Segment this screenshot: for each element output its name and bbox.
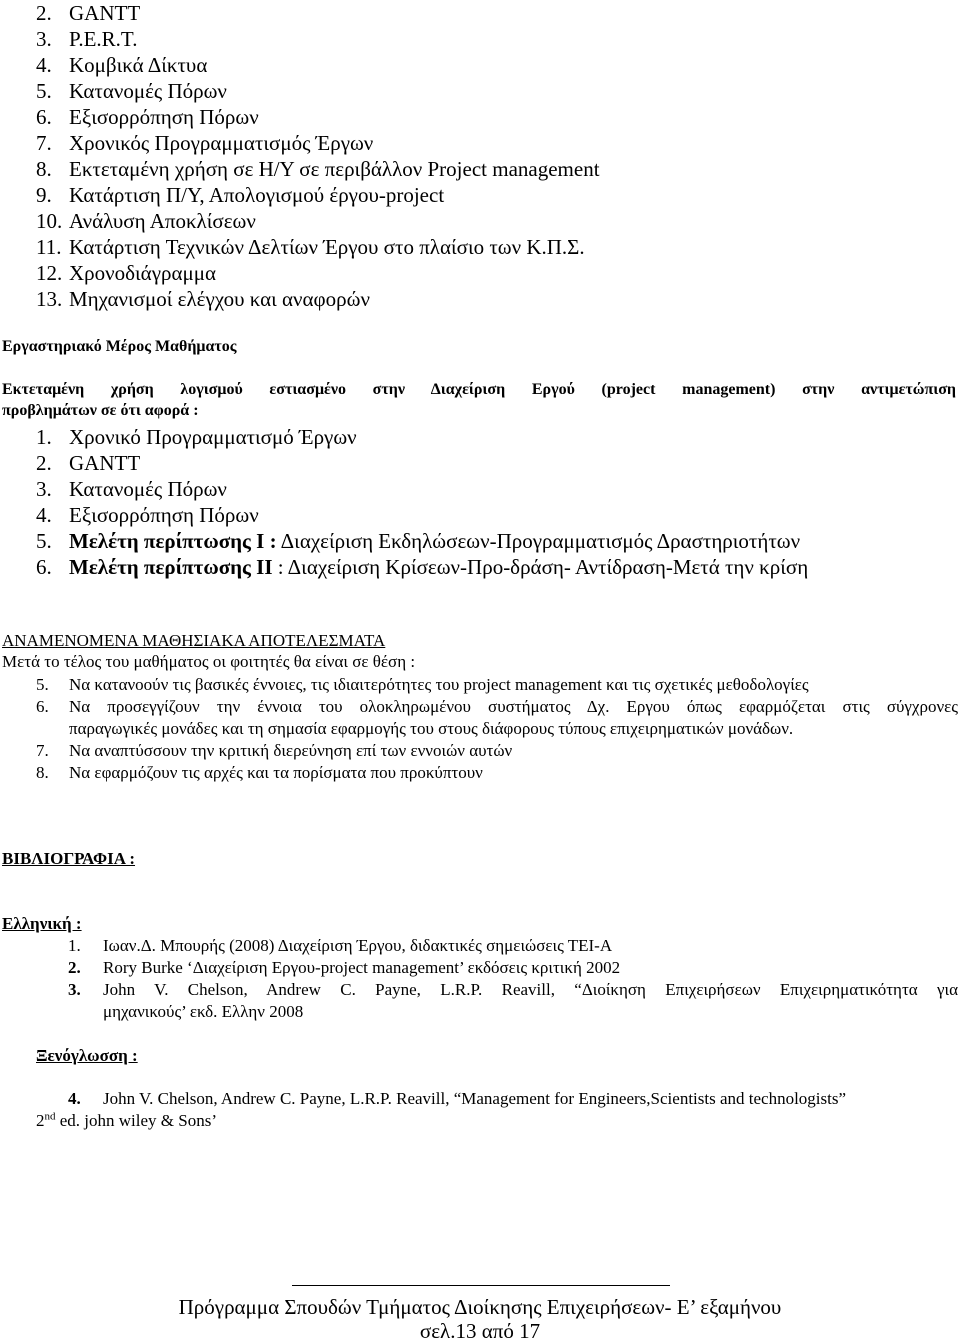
list-item-text: Να κατανοούν τις βασικές έννοιες, τις ιδιαιτερότητες του project management και τις σχετικές μεθοδολογίες: [69, 675, 809, 694]
list-item-text: Κατανομές Πόρων: [69, 477, 227, 501]
bibliography-heading: ΒΙΒΛΙΟΓΡΑΦΙΑ :: [2, 849, 136, 868]
list-item-number: 8.: [36, 157, 52, 181]
list-item-text: John V. Chelson, Andrew C. Payne, L.R.P. Reavill, “Management for Engineers,Scientists and technologists”: [103, 1089, 847, 1108]
list-item-text: Εξισορρόπηση Πόρων: [69, 105, 259, 129]
list-item-text: John V. Chelson, Andrew C. Payne, L.R.P. Reavill, “Διοίκηση Επιχειρήσεων Επιχειρηματικότητα για: [103, 980, 958, 999]
list-item-number: 3.: [68, 980, 81, 999]
case-study-1-text: Διαχείριση Εκδηλώσεων-Προγραμματισμός Δραστηριοτήτων: [276, 529, 801, 553]
outcomes-intro: Μετά το τέλος του μαθήματος οι φοιτητές θα είναι σε θέση :: [2, 652, 416, 671]
list-item-number: 11.: [36, 235, 62, 259]
list-item-text: Μηχανισμοί ελέγχου και αναφορών: [69, 287, 370, 311]
list-item-number: 4.: [36, 53, 52, 77]
course-topics-list: [0, 0, 960, 320]
list-item-number: 3.: [36, 477, 52, 501]
lab-items-list: [0, 424, 960, 584]
case-study-2-text: : Διαχείριση Κρίσεων-Προ-δράση- Αντίδραση-Μετά την κρίση: [272, 555, 809, 579]
lab-intro-line2: προβλημάτων σε ότι αφορά :: [2, 402, 199, 419]
list-item-number: 12.: [36, 261, 63, 285]
footer-divider: [292, 1285, 670, 1286]
list-item-text: Κατανομές Πόρων: [69, 79, 227, 103]
list-item-number: 2.: [36, 451, 52, 475]
list-item-continuation: παραγωγικές μονάδες και τη σημασία εφαρμογής του στους διάφορους τύπους επιχειρηματικών μονάδων.: [69, 719, 794, 738]
list-item-text: Rory Burke ‘Διαχείριση Εργου-project management’ εκδόσεις κριτική 2002: [103, 958, 621, 977]
list-item-text: GANTT: [69, 1, 141, 25]
list-item-text: Να προσεγγίζουν την έννοια του ολοκληρωμένου συστήματος Δχ. Εργου όπως εφαρμόζεται στις σύγχρονες: [69, 697, 958, 716]
case-study-2-label: Μελέτη περίπτωσης ΙΙ: [69, 555, 273, 579]
list-item-text: Χρονικό Προγραμματισμό Έργων: [69, 425, 357, 449]
list-item-number: 5.: [36, 79, 52, 103]
list-item-number: 5.: [36, 675, 49, 694]
list-item-number: 2.: [68, 958, 81, 977]
list-item-text: Ανάλυση Αποκλίσεων: [69, 209, 256, 233]
list-item-number: 6.: [36, 555, 52, 579]
list-item-number: 10.: [36, 209, 63, 233]
list-item-number: 7.: [36, 131, 52, 155]
list-item-text: Εκτεταμένη χρήση σε Η/Υ σε περιβάλλον Project management: [69, 157, 600, 181]
list-item-number: 9.: [36, 183, 52, 207]
list-item-text: Κομβικά Δίκτυα: [69, 53, 208, 77]
greek-bibliography-heading: Ελληνική :: [2, 914, 82, 933]
foreign-bibliography-list: [0, 1088, 960, 1132]
list-item-text: Χρονικός Προγραμματισμός Έργων: [69, 131, 374, 155]
list-item-number: 6.: [36, 105, 52, 129]
edition-line: [36, 1110, 217, 1132]
list-item-number: 13.: [36, 287, 63, 311]
outcomes-heading: ΑΝΑΜΕΝΟΜΕΝΑ ΜΑΘΗΣΙΑΚΑ ΑΠΟΤΕΛΕΣΜΑΤΑ: [2, 631, 386, 650]
list-item-text: Εξισορρόπηση Πόρων: [69, 503, 259, 527]
list-item-text: Κατάρτιση Π/Υ, Απολογισμού έργου-project: [69, 183, 445, 207]
list-item-number: 4.: [36, 503, 52, 527]
list-item-text: GANTT: [69, 451, 141, 475]
list-item-number: 2.: [36, 1, 52, 25]
list-item-text: Να εφαρμόζουν τις αρχές και τα πορίσματα που προκύπτουν: [69, 763, 483, 782]
case-study-1-label: Μελέτη περίπτωσης Ι :: [69, 529, 277, 553]
list-item-number: 6.: [36, 697, 49, 716]
edition-text: ed. john wiley & Sons’: [55, 1111, 217, 1130]
edition-number: 2: [36, 1111, 45, 1130]
list-item-number: 1.: [36, 425, 52, 449]
list-item-text: Να αναπτύσσουν την κριτική διερεύνηση επί των εννοιών αυτών: [69, 741, 513, 760]
list-item-number: 7.: [36, 741, 49, 760]
list-item-text: P.E.R.T.: [69, 27, 138, 51]
greek-bibliography-list: [0, 935, 960, 1025]
list-item-text: Χρονοδιάγραμμα: [69, 261, 216, 285]
list-item-number: 3.: [36, 27, 52, 51]
list-item-text: Κατάρτιση Τεχνικών Δελτίων Έργου στο πλαίσιο των Κ.Π.Σ.: [69, 235, 585, 259]
lab-heading: Εργαστηριακό Μέρος Μαθήματος: [2, 338, 237, 355]
list-item-number: 8.: [36, 763, 49, 782]
outcomes-list: [0, 674, 960, 784]
foreign-bibliography-heading: Ξενόγλωσση :: [36, 1046, 138, 1065]
list-item-number: 1.: [68, 936, 81, 955]
list-item-continuation: μηχανικούς’ εκδ. Ελλην 2008: [103, 1002, 304, 1021]
list-item-number: 5.: [36, 529, 52, 553]
lab-intro-line1: Εκτεταμένη χρήση λογισμού εστιασμένο στην Διαχείριση Εργού (project management) στην αντιμετώπιση: [2, 381, 956, 398]
edition-superscript: nd: [44, 1110, 56, 1123]
footer-page-number: σελ.13 από 17: [419, 1319, 541, 1343]
list-item-text: Ιωαν.Δ. Μπουρής (2008) Διαχείριση Έργου, διδακτικές σημειώσεις ΤΕΙ-Α: [103, 936, 613, 955]
footer-program-title: Πρόγραμμα Σπουδών Τμήματος Διοίκησης Επιχειρήσεων- Ε’ εξαμήνου: [178, 1295, 782, 1319]
list-item-number: 4.: [68, 1089, 81, 1108]
